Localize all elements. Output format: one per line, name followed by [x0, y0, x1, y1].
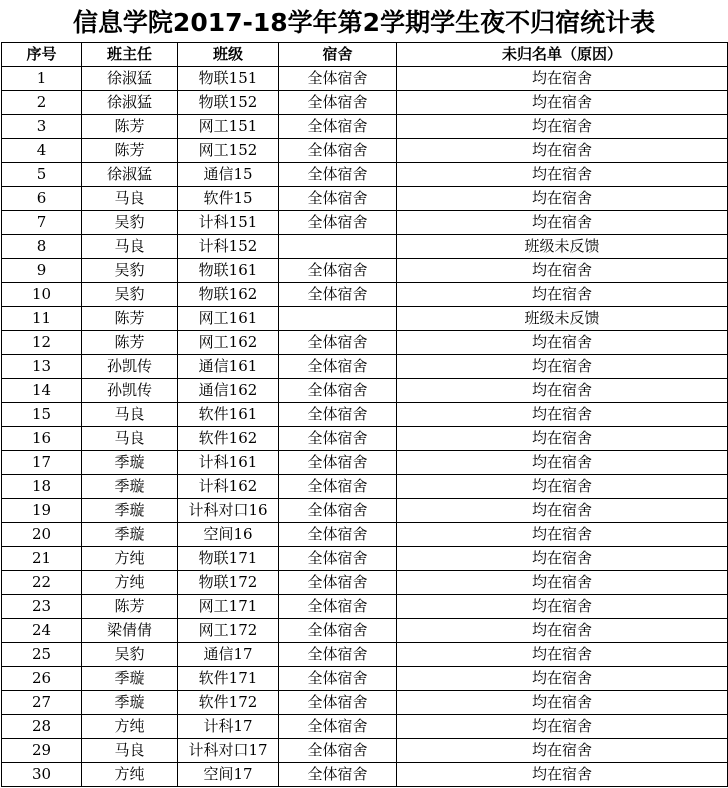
cell-dorm: 全体宿舍 — [279, 715, 397, 739]
cell-head-teacher: 徐淑猛 — [82, 163, 178, 187]
cell-head-teacher: 季璇 — [82, 499, 178, 523]
cell-head-teacher: 马良 — [82, 427, 178, 451]
cell-index: 3 — [2, 115, 82, 139]
cell-class: 通信17 — [178, 643, 279, 667]
cell-class: 网工151 — [178, 115, 279, 139]
cell-absent-list: 班级未反馈 — [397, 307, 728, 331]
cell-head-teacher: 季璇 — [82, 523, 178, 547]
statistics-table — [1, 42, 728, 787]
cell-dorm: 全体宿舍 — [279, 523, 397, 547]
cell-index: 15 — [2, 403, 82, 427]
cell-head-teacher: 陈芳 — [82, 115, 178, 139]
cell-dorm: 全体宿舍 — [279, 691, 397, 715]
cell-head-teacher: 陈芳 — [82, 331, 178, 355]
cell-absent-list: 均在宿舍 — [397, 91, 728, 115]
table-body — [2, 67, 728, 787]
cell-index: 21 — [2, 547, 82, 571]
cell-index: 30 — [2, 763, 82, 787]
table-row — [2, 595, 728, 619]
header-class: 班级 — [178, 43, 279, 67]
cell-head-teacher: 陈芳 — [82, 595, 178, 619]
cell-head-teacher: 吴豹 — [82, 259, 178, 283]
cell-absent-list: 均在宿舍 — [397, 547, 728, 571]
cell-dorm: 全体宿舍 — [279, 355, 397, 379]
table-row — [2, 739, 728, 763]
cell-absent-list: 均在宿舍 — [397, 187, 728, 211]
cell-dorm: 全体宿舍 — [279, 571, 397, 595]
cell-index: 11 — [2, 307, 82, 331]
cell-absent-list: 均在宿舍 — [397, 763, 728, 787]
cell-head-teacher: 孙凯传 — [82, 379, 178, 403]
cell-index: 17 — [2, 451, 82, 475]
cell-class: 计科152 — [178, 235, 279, 259]
table-row — [2, 571, 728, 595]
cell-class: 软件162 — [178, 427, 279, 451]
header-head-teacher: 班主任 — [82, 43, 178, 67]
cell-dorm: 全体宿舍 — [279, 403, 397, 427]
cell-head-teacher: 马良 — [82, 403, 178, 427]
table-row — [2, 427, 728, 451]
table-row — [2, 187, 728, 211]
cell-class: 计科对口17 — [178, 739, 279, 763]
cell-index: 19 — [2, 499, 82, 523]
cell-head-teacher: 季璇 — [82, 451, 178, 475]
cell-dorm: 全体宿舍 — [279, 595, 397, 619]
header-absent-list: 未归名单（原因） — [397, 43, 728, 67]
cell-dorm: 全体宿舍 — [279, 451, 397, 475]
table-row — [2, 403, 728, 427]
cell-class: 物联161 — [178, 259, 279, 283]
cell-class: 空间17 — [178, 763, 279, 787]
cell-dorm: 全体宿舍 — [279, 211, 397, 235]
cell-head-teacher: 季璇 — [82, 475, 178, 499]
cell-index: 1 — [2, 67, 82, 91]
table-row — [2, 331, 728, 355]
cell-index: 22 — [2, 571, 82, 595]
cell-head-teacher: 方纯 — [82, 571, 178, 595]
cell-absent-list: 均在宿舍 — [397, 523, 728, 547]
cell-absent-list: 均在宿舍 — [397, 331, 728, 355]
table-row — [2, 475, 728, 499]
cell-head-teacher: 梁倩倩 — [82, 619, 178, 643]
cell-head-teacher: 吴豹 — [82, 283, 178, 307]
cell-dorm: 全体宿舍 — [279, 331, 397, 355]
cell-dorm: 全体宿舍 — [279, 115, 397, 139]
cell-absent-list: 均在宿舍 — [397, 499, 728, 523]
cell-absent-list: 均在宿舍 — [397, 211, 728, 235]
cell-dorm: 全体宿舍 — [279, 763, 397, 787]
cell-class: 网工162 — [178, 331, 279, 355]
cell-dorm: 全体宿舍 — [279, 259, 397, 283]
cell-absent-list: 均在宿舍 — [397, 403, 728, 427]
cell-absent-list: 均在宿舍 — [397, 451, 728, 475]
cell-index: 24 — [2, 619, 82, 643]
cell-dorm: 全体宿舍 — [279, 667, 397, 691]
table-row — [2, 763, 728, 787]
table-row — [2, 283, 728, 307]
cell-index: 7 — [2, 211, 82, 235]
cell-dorm: 全体宿舍 — [279, 475, 397, 499]
table-row — [2, 451, 728, 475]
cell-class: 网工152 — [178, 139, 279, 163]
cell-class: 计科对口16 — [178, 499, 279, 523]
cell-class: 网工161 — [178, 307, 279, 331]
cell-absent-list: 均在宿舍 — [397, 427, 728, 451]
cell-class: 软件161 — [178, 403, 279, 427]
cell-class: 计科162 — [178, 475, 279, 499]
cell-absent-list: 均在宿舍 — [397, 379, 728, 403]
cell-head-teacher: 徐淑猛 — [82, 67, 178, 91]
cell-class: 计科151 — [178, 211, 279, 235]
cell-class: 软件171 — [178, 667, 279, 691]
cell-head-teacher: 方纯 — [82, 763, 178, 787]
table-row — [2, 115, 728, 139]
cell-index: 16 — [2, 427, 82, 451]
cell-index: 10 — [2, 283, 82, 307]
cell-dorm: 全体宿舍 — [279, 547, 397, 571]
cell-class: 计科161 — [178, 451, 279, 475]
page-title: 信息学院2017-18学年第2学期学生夜不归宿统计表 — [72, 8, 656, 37]
cell-dorm: 全体宿舍 — [279, 379, 397, 403]
cell-index: 26 — [2, 667, 82, 691]
cell-class: 通信162 — [178, 379, 279, 403]
table-row — [2, 715, 728, 739]
table-row — [2, 235, 728, 259]
cell-absent-list: 均在宿舍 — [397, 67, 728, 91]
cell-absent-list: 均在宿舍 — [397, 667, 728, 691]
cell-index: 28 — [2, 715, 82, 739]
table-row — [2, 163, 728, 187]
table-row — [2, 139, 728, 163]
cell-class: 网工172 — [178, 619, 279, 643]
cell-class: 物联162 — [178, 283, 279, 307]
header-index: 序号 — [2, 43, 82, 67]
table-row — [2, 379, 728, 403]
cell-class: 计科17 — [178, 715, 279, 739]
cell-dorm: 全体宿舍 — [279, 619, 397, 643]
cell-absent-list: 均在宿舍 — [397, 259, 728, 283]
table-row — [2, 307, 728, 331]
cell-absent-list: 均在宿舍 — [397, 739, 728, 763]
cell-dorm: 全体宿舍 — [279, 283, 397, 307]
cell-index: 20 — [2, 523, 82, 547]
cell-dorm — [279, 235, 397, 259]
header-row — [2, 43, 728, 67]
cell-index: 12 — [2, 331, 82, 355]
cell-dorm: 全体宿舍 — [279, 499, 397, 523]
table-row — [2, 211, 728, 235]
table-row — [2, 523, 728, 547]
cell-absent-list: 均在宿舍 — [397, 475, 728, 499]
cell-head-teacher: 方纯 — [82, 547, 178, 571]
cell-head-teacher: 马良 — [82, 739, 178, 763]
cell-absent-list: 均在宿舍 — [397, 571, 728, 595]
cell-index: 18 — [2, 475, 82, 499]
table-row — [2, 643, 728, 667]
table-row — [2, 91, 728, 115]
cell-index: 6 — [2, 187, 82, 211]
cell-index: 27 — [2, 691, 82, 715]
cell-dorm: 全体宿舍 — [279, 643, 397, 667]
table-row — [2, 355, 728, 379]
cell-dorm: 全体宿舍 — [279, 163, 397, 187]
cell-index: 13 — [2, 355, 82, 379]
cell-absent-list: 均在宿舍 — [397, 139, 728, 163]
cell-head-teacher: 徐淑猛 — [82, 91, 178, 115]
cell-head-teacher: 孙凯传 — [82, 355, 178, 379]
cell-class: 空间16 — [178, 523, 279, 547]
cell-absent-list: 均在宿舍 — [397, 619, 728, 643]
cell-absent-list: 均在宿舍 — [397, 355, 728, 379]
cell-head-teacher: 季璇 — [82, 691, 178, 715]
cell-dorm: 全体宿舍 — [279, 739, 397, 763]
cell-index: 29 — [2, 739, 82, 763]
cell-absent-list: 均在宿舍 — [397, 163, 728, 187]
cell-class: 物联171 — [178, 547, 279, 571]
cell-dorm: 全体宿舍 — [279, 139, 397, 163]
cell-absent-list: 均在宿舍 — [397, 643, 728, 667]
cell-head-teacher: 陈芳 — [82, 307, 178, 331]
cell-absent-list: 均在宿舍 — [397, 691, 728, 715]
cell-dorm: 全体宿舍 — [279, 187, 397, 211]
cell-class: 软件172 — [178, 691, 279, 715]
cell-head-teacher: 吴豹 — [82, 211, 178, 235]
table-row — [2, 619, 728, 643]
cell-class: 物联172 — [178, 571, 279, 595]
cell-index: 5 — [2, 163, 82, 187]
cell-index: 8 — [2, 235, 82, 259]
cell-dorm — [279, 307, 397, 331]
cell-dorm: 全体宿舍 — [279, 427, 397, 451]
cell-head-teacher: 方纯 — [82, 715, 178, 739]
cell-class: 物联151 — [178, 67, 279, 91]
table-row — [2, 667, 728, 691]
cell-index: 2 — [2, 91, 82, 115]
cell-dorm: 全体宿舍 — [279, 67, 397, 91]
table-row — [2, 259, 728, 283]
header-dorm: 宿舍 — [279, 43, 397, 67]
cell-head-teacher: 吴豹 — [82, 643, 178, 667]
table-row — [2, 691, 728, 715]
cell-head-teacher: 季璇 — [82, 667, 178, 691]
cell-index: 23 — [2, 595, 82, 619]
cell-absent-list: 均在宿舍 — [397, 595, 728, 619]
cell-absent-list: 班级未反馈 — [397, 235, 728, 259]
cell-index: 14 — [2, 379, 82, 403]
cell-head-teacher: 马良 — [82, 235, 178, 259]
cell-dorm: 全体宿舍 — [279, 91, 397, 115]
cell-head-teacher: 陈芳 — [82, 139, 178, 163]
table-row — [2, 547, 728, 571]
cell-class: 网工171 — [178, 595, 279, 619]
cell-absent-list: 均在宿舍 — [397, 283, 728, 307]
cell-absent-list: 均在宿舍 — [397, 115, 728, 139]
cell-class: 软件15 — [178, 187, 279, 211]
cell-class: 通信15 — [178, 163, 279, 187]
table-row — [2, 67, 728, 91]
cell-absent-list: 均在宿舍 — [397, 715, 728, 739]
cell-head-teacher: 马良 — [82, 187, 178, 211]
cell-index: 9 — [2, 259, 82, 283]
cell-index: 4 — [2, 139, 82, 163]
cell-index: 25 — [2, 643, 82, 667]
table-row — [2, 499, 728, 523]
cell-class: 物联152 — [178, 91, 279, 115]
cell-class: 通信161 — [178, 355, 279, 379]
